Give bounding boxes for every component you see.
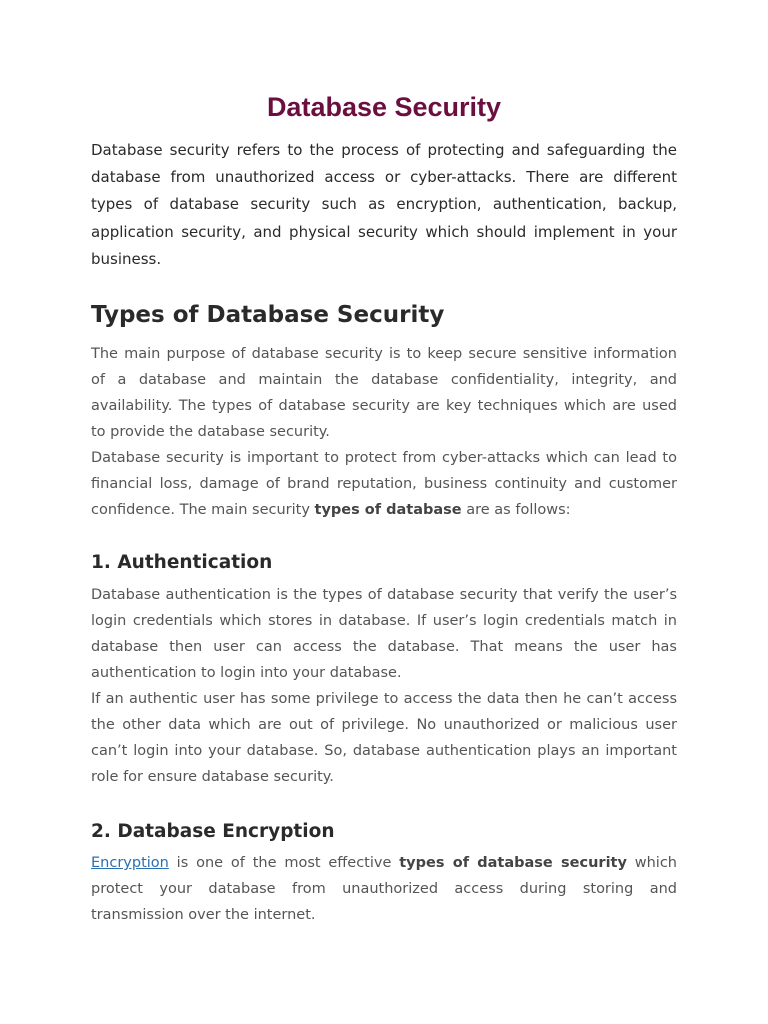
types-section-heading: Types of Database Security bbox=[91, 302, 445, 328]
encryption-text-end: which protect your database from unauthorized access during storing and transmission over the internet. bbox=[91, 855, 677, 923]
encryption-paragraph bbox=[91, 850, 677, 928]
encryption-heading: 2. Database Encryption bbox=[91, 821, 335, 842]
encryption-text-bold: types of database security bbox=[399, 855, 627, 871]
types-paragraph-2 bbox=[91, 445, 677, 523]
authentication-paragraph-2: If an authentic user has some privilege to access the data then he can’t access the other data which are out of privilege. No unauthorized or malicious user can’t login into your database. So, database authentication plays an important role for ensure database security. bbox=[91, 691, 677, 785]
types-paragraph-2-end: are as follows: bbox=[461, 502, 571, 518]
authentication-paragraph-1: Database authentication is the types of database security that verify the user’s login credentials which stores in database. If user’s login credentials match in database then user can access the database. That means the user has authentication to login into your database. bbox=[91, 587, 677, 681]
encryption-text-mid: is one of the most effective bbox=[168, 855, 400, 871]
types-paragraph-2-start: Database security is important to protect from cyber-attacks which can lead to financial loss, damage of brand reputation, business continuity and customer confidence. The main security bbox=[91, 450, 677, 518]
types-paragraph-1: The main purpose of database security is to keep secure sensitive information of a database and maintain the database confidentiality, integrity, and availability. The types of database security are key techniques which are used to provide the database security. bbox=[91, 346, 677, 440]
intro-paragraph: Database security refers to the process of protecting and safeguarding the database from unauthorized access or cyber-attacks. There are different types of database security such as encryption, authentication, backup, application security, and physical security which should implement in your business. bbox=[91, 141, 677, 268]
page-title: Database Security bbox=[266, 92, 502, 122]
authentication-heading: 1. Authentication bbox=[91, 552, 273, 573]
encryption-link[interactable]: Encryption bbox=[91, 855, 169, 871]
types-paragraph-2-bold: types of database bbox=[314, 502, 462, 518]
